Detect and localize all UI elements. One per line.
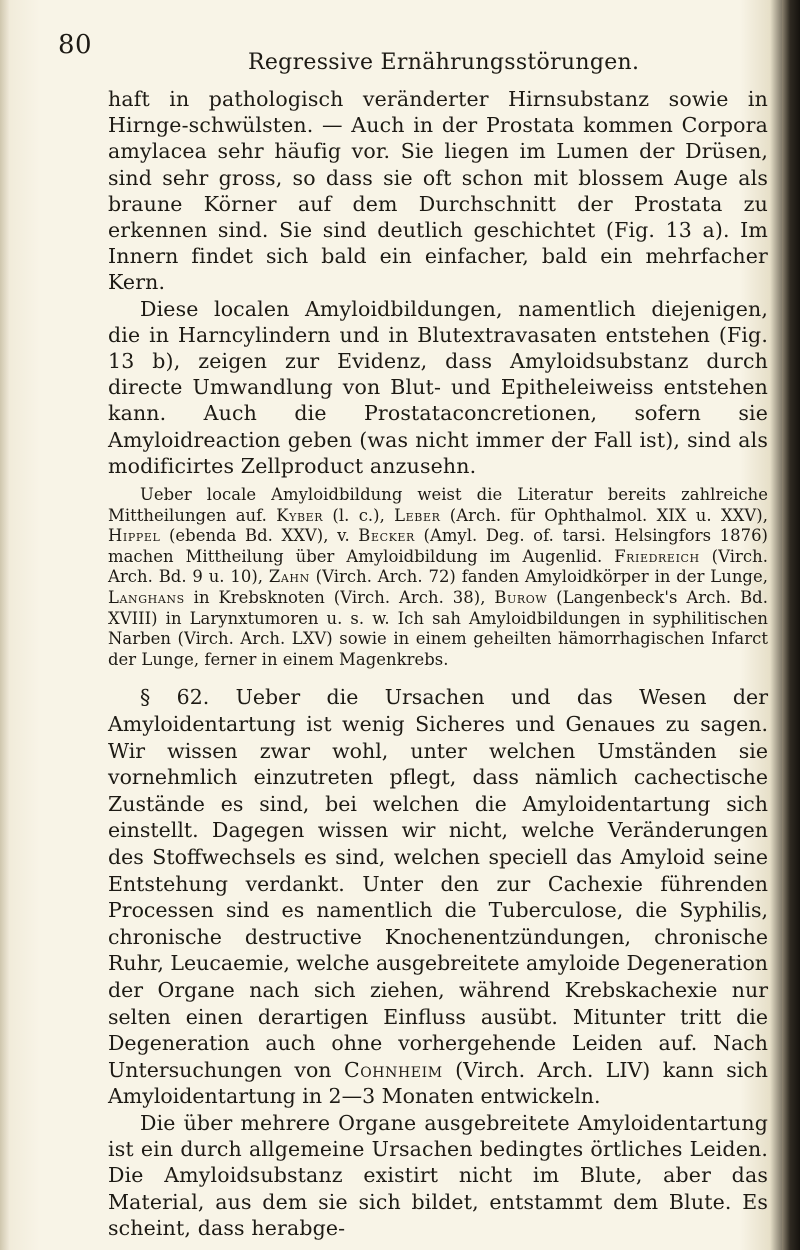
author-kyber: Kyber [276, 505, 324, 525]
paragraph-local-amyloid: Diese localen Amyloidbildungen, namentlich diejenigen, die in Harncylindern und in Blutextravasaten entstehen (Fig. 13 b), zeigen zur Evidenz, dass Amyloidsubstanz durch directe Umwandlung von Blut- und Epitheleiweiss entstehen kann. Auch die Prostataconcretionen, sofern sie Amyloidreaction geben (was nicht immer der Fall ist), sind als modificirtes Zellproduct anzusehn. [108, 296, 768, 478]
author-leber: Leber [394, 505, 441, 525]
section-62-paragraph: § 62. Ueber die Ursachen und das Wesen der Amyloidentartung ist wenig Sicheres und Genaues zu sagen. Wir wissen zwar wohl, unter welchen Umständen sie vornehmlich einzutreten pflegt, dass nämlich cachectische Zustände es sind, bei welchen die Amyloidentartung sich einstellt. Dagegen wissen wir nicht, welche Veränderungen des Stoffwechsels es sind, welchen speciell das Amyloid seine Entstehung verdankt. Unter den zur Cachexie führenden Processen sind es namentlich die Tuberculose, die Syphilis, chronische destructive Knochenentzündungen, chronische Ruhr, Leucaemie, welche ausgebreitete amyloide Degeneration der Organe nach sich ziehen, während Krebskachexie nur selten einen derartigen Einfluss ausübt. Mitunter tritt die Degeneration auch ohne vorhergehende Leiden auf. Nach Untersuchungen von Cohnheim (Virch. Arch. LIV) kann sich Amyloidentartung in 2—3 Monaten entwickeln. [108, 685, 768, 1109]
running-title: Regressive Ernährungsstörungen. [248, 50, 640, 75]
author-cohnheim: Cohnheim [343, 1057, 443, 1082]
author-becker: Becker [358, 526, 415, 546]
paragraph-general-amyloid: Die über mehrere Organe ausgebreitete Amyloidentartung ist ein durch allgemeine Ursachen bedingtes örtliches Leiden. Die Amyloidsubstanz existirt nicht im Blute, aber das Material, aus dem sie sich bildet, entstammt dem Blute. Es scheint, dass herabge- [108, 1110, 768, 1240]
author-hippel: Hippel [108, 526, 161, 546]
page-left-edge [0, 0, 10, 1250]
author-burow: Burow [494, 588, 548, 608]
text-column [108, 86, 768, 1241]
author-friedreich: Friedreich [614, 546, 700, 566]
literature-note: Ueber locale Amyloidbildung weist die Literatur bereits zahlreiche Mittheilungen auf. Kyber (l. c.), Leber (Arch. für Ophthalmol. XIX u. XXV), Hippel (ebenda Bd. XXV), v. Becker (Amyl. Deg. of. tarsi. Helsingfors 1876) machen Mittheilung über Amyloidbildung im Augenlid. Friedreich (Virch. Arch. Bd. 9 u. 10), Zahn (Virch. Arch. 72) fanden Amyloidkörper in der Lunge, Langhans in Krebsknoten (Virch. Arch. 38), Burow (Langenbeck's Arch. Bd. XVIII) in Larynxtumoren u. s. w. Ich sah Amyloidbildungen in syphilitischen Narben (Virch. Arch. LXV) sowie in einem geheilten hämorrhagischen Infarct der Lunge, ferner in einem Magenkrebs. [108, 485, 769, 669]
book-binding-shadow [782, 0, 800, 1250]
author-zahn: Zahn [268, 567, 310, 587]
page-number: 80 [58, 30, 93, 60]
author-langhans: Langhans [108, 588, 185, 608]
paragraph-continuation: haft in pathologisch veränderter Hirnsubstanz sowie in Hirnge-schwülsten. — Auch in der Prostata kommen Corpora amylacea sehr häufig vor. Sie liegen im Lumen der Drüsen, sind sehr gross, so dass sie oft schon mit blossem Auge als braune Körner auf dem Durchschnitt der Prostata zu erkennen sind. Sie sind deutlich geschichtet (Fig. 13 a). Im Innern findet sich bald ein einfacher, bald ein mehrfacher Kern. [108, 87, 768, 295]
